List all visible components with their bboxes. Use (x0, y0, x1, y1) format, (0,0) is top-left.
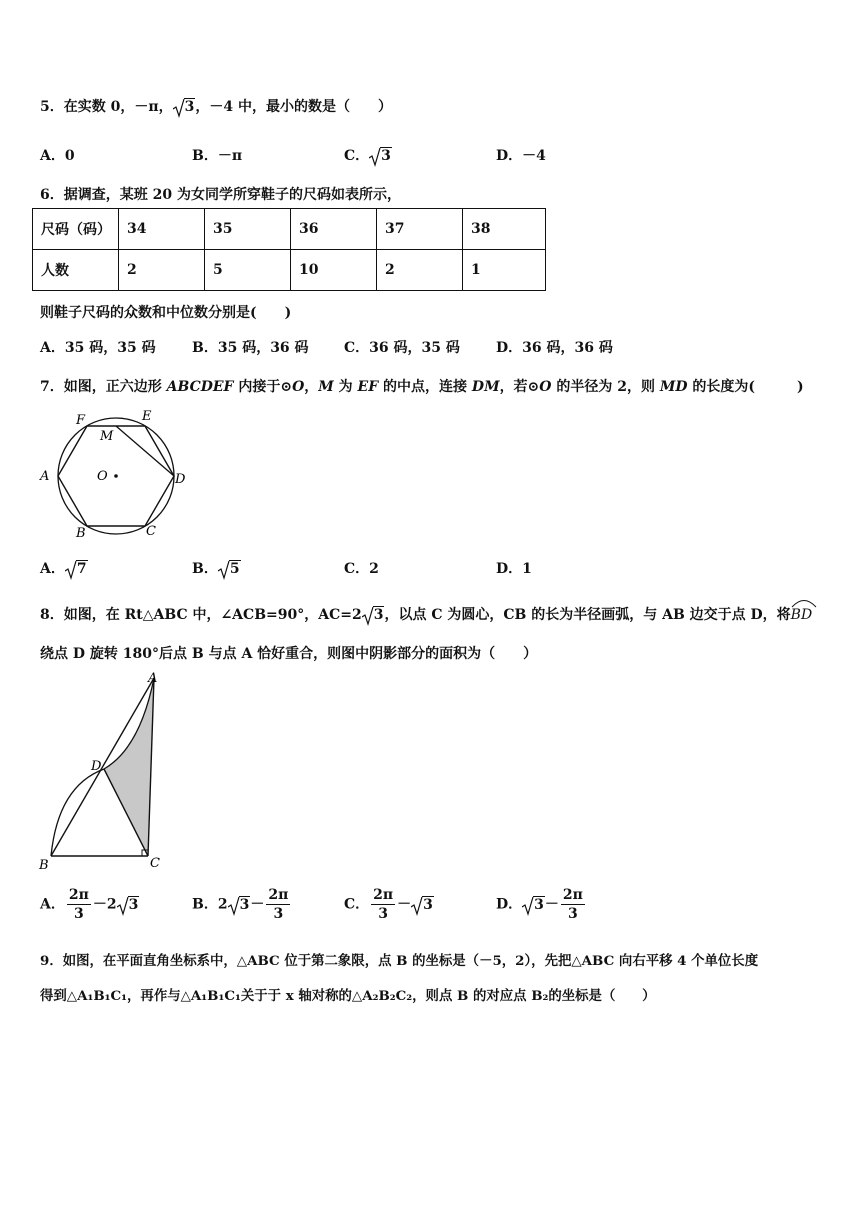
q6-option-b: B．35 码，36 码 (192, 340, 309, 356)
denominator: 3 (74, 906, 84, 922)
label-f: F (76, 413, 86, 428)
q5-option-c (344, 145, 392, 165)
sqrt-symbol (411, 897, 434, 913)
option-label: D． (496, 896, 523, 913)
q8-stem-part: 8．如图，在 Rt△ABC 中，∠ACB=90°，AC=2 (40, 607, 362, 623)
q7-option-b (192, 558, 241, 578)
q5-stem-part: 5．在实数 0，－π， (40, 99, 173, 115)
q7-stem-part: ，若⊙ (499, 379, 540, 395)
q6-stem: 6．据调查，某班 20 为女同学所穿鞋子的尺码如表所示， (40, 187, 401, 203)
sqrt-symbol (218, 561, 241, 577)
label-o: O (97, 469, 108, 484)
table-cell: 34 (119, 209, 205, 250)
denominator: 3 (378, 906, 389, 922)
label-d: D (91, 759, 102, 774)
q5-stem-part: ，－4 中，最小的数是（ ） (195, 99, 392, 115)
q7-option-c: C．2 (344, 561, 379, 577)
q8-stem (40, 603, 812, 624)
sqrt-symbol (362, 607, 385, 623)
label-e: E (142, 409, 152, 424)
table-cell: 5 (205, 250, 291, 291)
q8-stem-part: ，以点 C 为圆心，CB 的长为半径画弧，与 AB 边交于点 D，将 (384, 607, 791, 623)
q6-question: 则鞋子尺码的众数和中位数分别是( ) (40, 305, 292, 321)
q7-stem-part: 的长度为( ) (687, 379, 804, 395)
sqrt-symbol (173, 99, 196, 115)
q5-option-b: B．－π (192, 148, 243, 164)
label-a: A (40, 469, 50, 484)
arc-bd-symbol (791, 603, 813, 623)
numerator: 2π (562, 887, 583, 903)
q9-stem-line1: 9．如图，在平面直角坐标系中，△ABC 位于第二象限，点 B 的坐标是（－5，2），先把△ABC 向右平移 4 个单位长度 (40, 953, 759, 969)
arc-label: BD (790, 607, 813, 623)
table-cell: 36 (291, 209, 377, 250)
table-cell: 尺码（码） (33, 209, 119, 250)
shoe-size-table (32, 208, 546, 291)
q7-stem-part: EF (357, 379, 379, 395)
sqrt-symbol (117, 897, 140, 913)
q7-stem (40, 376, 804, 396)
radicand: 5 (229, 561, 240, 577)
radicand: 3 (534, 896, 544, 913)
table-cell: 人数 (33, 250, 119, 291)
fraction (371, 886, 395, 923)
option-label: C． (344, 148, 370, 164)
q5-stem (40, 96, 392, 116)
q5-stem-radicand: 3 (184, 99, 195, 115)
label-a: A (148, 671, 158, 686)
q5-option-a: A．0 (40, 148, 75, 164)
q7-stem-part: 内接于⊙ (233, 379, 293, 395)
option-text: －2 (92, 896, 117, 913)
table-row (33, 250, 546, 291)
q8-option-d (496, 886, 587, 923)
option-text: 2 (217, 896, 228, 913)
option-text: － (397, 896, 412, 913)
sqrt-symbol (522, 897, 545, 913)
q7-stem-part: M (318, 379, 334, 395)
numerator: 2π (68, 887, 89, 903)
triangle-figure (36, 666, 176, 876)
q7-option-d: D．1 (496, 561, 532, 577)
radicand: 3 (239, 896, 250, 913)
label-c: C (146, 524, 156, 539)
shaded-region (104, 678, 154, 856)
q8-option-c (344, 886, 434, 923)
label-b: B (39, 858, 49, 873)
radicand: 3 (381, 148, 391, 164)
label-m: M (100, 429, 114, 444)
radicand: 3 (373, 607, 384, 623)
option-label: B． (192, 896, 218, 913)
sqrt-symbol (369, 148, 392, 164)
q8-option-b (192, 886, 292, 923)
fraction (67, 886, 91, 923)
q6-option-d: D．36 码，36 码 (496, 340, 613, 356)
q7-stem-part: 为 (333, 379, 358, 395)
q7-stem-part: DM (471, 379, 500, 395)
label-b: B (76, 526, 86, 541)
table-cell: 2 (377, 250, 463, 291)
option-label: C． (344, 896, 370, 913)
option-label: B． (192, 561, 218, 577)
table-cell: 10 (291, 250, 377, 291)
table-cell: 2 (119, 250, 205, 291)
label-d: D (175, 472, 186, 487)
radicand: 7 (76, 561, 87, 577)
fraction (561, 886, 585, 923)
hexagon-figure (36, 404, 196, 544)
numerator: 2π (268, 887, 289, 903)
sqrt-symbol (65, 561, 88, 577)
table-cell: 37 (377, 209, 463, 250)
q6-option-a: A．35 码，35 码 (40, 340, 156, 356)
radicand: 3 (128, 896, 139, 913)
table-cell: 35 (205, 209, 291, 250)
q7-stem-part: O (292, 379, 305, 395)
option-text: － (250, 896, 265, 913)
table-cell: 1 (463, 250, 546, 291)
option-text: － (544, 896, 559, 913)
table-row (33, 209, 546, 250)
q7-option-a (40, 558, 88, 578)
q7-stem-part: MD (659, 379, 688, 395)
numerator: 2π (373, 887, 394, 903)
q7-stem-part: 的中点，连接 (378, 379, 472, 395)
q6-option-c: C．36 码，35 码 (344, 340, 460, 356)
q8-option-a (40, 886, 139, 923)
q7-stem-part: O (539, 379, 552, 395)
sqrt-symbol (228, 897, 251, 913)
option-label: A． (40, 896, 65, 913)
segment-md (116, 426, 174, 476)
q7-stem-part: ABCDEF (166, 379, 234, 395)
q7-stem-part: ， (304, 379, 319, 395)
denominator: 3 (568, 906, 578, 922)
q9-stem-line2: 得到△A₁B₁C₁，再作与△A₁B₁C₁关于于 x 轴对称的△A₂B₂C₂，则点 B 的对应点 B₂的坐标是（ ） (40, 988, 656, 1004)
center-point (114, 474, 118, 478)
label-c: C (150, 856, 160, 871)
table-cell: 38 (463, 209, 546, 250)
q7-stem-part: 的半径为 2，则 (551, 379, 660, 395)
q5-option-d: D．－4 (496, 148, 546, 164)
radicand: 3 (423, 896, 433, 913)
option-label: A． (40, 561, 65, 577)
denominator: 3 (273, 906, 284, 922)
fraction (266, 886, 290, 923)
q7-stem-part: 7．如图，正六边形 (40, 379, 167, 395)
q8-stem-line2: 绕点 D 旋转 180°后点 B 与点 A 恰好重合，则图中阴影部分的面积为（ ） (40, 646, 538, 662)
